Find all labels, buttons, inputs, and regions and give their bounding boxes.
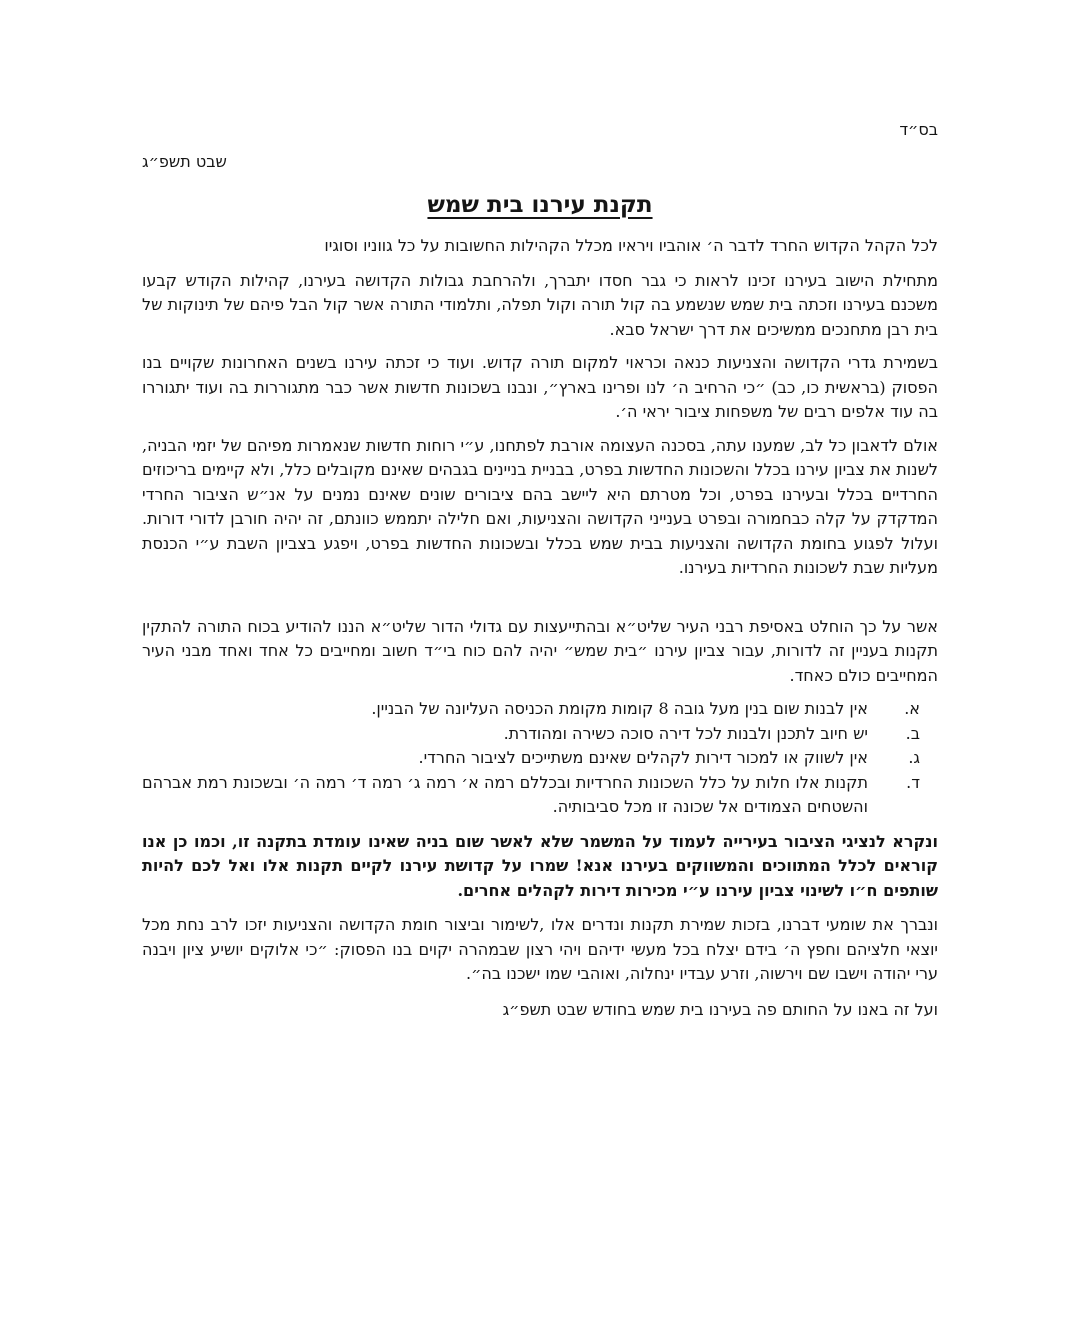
regulation-item bbox=[142, 697, 920, 722]
paragraph-history: מתחילת הישוב בעירנו זכינו לראות כי גבר חסדו יתברך, ולהרחבת גבולות הקדושה בעירנו, קהילות הקודש קבעו משכנם בעירנו וזכתה בית שמש שנשמע בה קול תורה וקול תפלה, ותלמודי התורה אשר קול הבל פיהם של תינוקות של בית רבן מתחנכים ממשיכים את דרך ישראל סבא. bbox=[142, 270, 938, 339]
regulation-item bbox=[142, 771, 920, 820]
regulation-marker: ב. bbox=[905, 723, 920, 743]
regulation-item bbox=[142, 722, 920, 747]
paragraph-blessing: ונברך את שומעי דברנו, בזכות שמירת תקנות ונדרים אלו ,לשימור וביצור חומת הקדושה והצניעות יזכו לרב נחת מכל יוצאי חלציהם וחפץ ה׳ בידם יצלח בכל מעשי ידיהם ויהי רצון שבמהרה יקוים בנו הפסוק: ״כי אלוקים יושיע ציון ויבנה ערי יהודה וישבו שם וירשוה, וזרע עבדיו ינחלוה, ואוהבי שמו ישכנו בה״. bbox=[142, 915, 939, 983]
document-date: שבט תשפ״ג bbox=[142, 151, 227, 171]
regulation-marker: ג. bbox=[908, 748, 920, 767]
regulation-text: תקנות אלו חלות על כלל השכונות החרדיות ובכללם רמה א׳ רמה ג׳ רמה ד׳ רמה ה׳ ובשכונת רמת אברהם והשטחים הצמודים אל שכונה זו מכל סביבותיה. bbox=[142, 772, 868, 816]
regulation-marker: א. bbox=[904, 699, 920, 718]
paragraph-decision: אשר על כך הוחלט באסיפת רבני העיר שליט״א ובהתייעצות עם גדולי הדור שליט״א הננו להודיע בכוח התורה להתקין תקנות בעניין זה לדורות, עבור צביון עירנו ״בית שמש״ יהיה להם כוח בי״ד חשוב ומחייבים כל אחד ואחד מבני העיר המחייבים כולם כאחד. bbox=[142, 616, 938, 685]
paragraph-growth: בשמירת גדרי הקדושה והצניעות כנאה וכראוי למקום תורה קדוש. ועוד כי זכתה עירנו בשנים האחרונות שקויים בנו הפסוק (בראשית כו, כב) ״כי הרחיב ה׳ לנו ופרינו בארץ״, ונבנו בשכונות חדשות אשר כבר מתגוררות בה ועוד יתגוררו בה עוד אלפים רבים של משפחות ציבור יראי ה׳. bbox=[142, 353, 938, 421]
document-title-text: תקנת עירנו בית שמש bbox=[427, 191, 653, 218]
salutation-line: לכל הקהל הקדוש החרד לדבר ה׳ אוהביו ויראיו מכלל הקהילות החשובות על כל גווניו וסוגיו bbox=[324, 236, 938, 255]
bsd-heading: בס״ד bbox=[899, 120, 938, 139]
regulation-text: יש חיוב לתכנן ולבנות לכל דירה סוכה כשירה ומהודרת. bbox=[503, 723, 868, 743]
paragraph-appeal-bold: ונקרא לנציגי הציבור בעירייה לעמוד על המשמר שלא לאשר שום בניה שאינו עומדת בתקנה זו, וכמו כן אנו קוראים לכלל המתווכים והמשווקים בעירנו אנא! שמרו על קדושת עירנו לקיים תקנות אלו ואל לכם להיות שותפים ח״ו לשינוי צביון עירנו ע״י מכירות דירות לקהלים אחרים. bbox=[142, 831, 938, 900]
regulations-list bbox=[142, 697, 938, 820]
regulation-item bbox=[142, 746, 920, 771]
regulation-marker: ד. bbox=[906, 772, 920, 792]
regulation-text: אין לשווק או למכור דירות לקהלים שאינם משתייכים לציבור החרדי. bbox=[418, 748, 868, 767]
paragraph-danger: אולם לדאבון כל לב, שמענו עתה, בסכנה העצומה אורבת לפתחנו, ע״י רוחות חדשות שנאמרות מפיהם של יזמי הבניה, לשנות את צביון עירנו בכלל והשכונות החדשות בפרט, בבניית בניינים בגבהים שאינם מקובלים כלל, ולא קיימים בריכוזים החרדיים בכלל ובעירנו בפרט, וכל מטרתם היא ליישב בהם ציבורים שונים שאינם נמנים על אנ״ש הציבור החרדי המדקדק על קלה כבחמורה ובפרט בענייני הקדושה והצניעות, ואם חלילה יתממש כוונתם, זה יהיה חורבן לדורי דורות. ועלול לפגוע בחומת הקדושה והצניעות בבית שמש בכלל ובשכונות החדשות בפרט, ויפגע בצביון השבת ע״י הכנסת מעליות שבת לשכונות החרדיות בעירנו. bbox=[142, 435, 938, 577]
closing-line: ועל זה באנו על החותם פה בעירנו בית שמש בחודש שבט תשפ״ג bbox=[502, 999, 938, 1019]
regulation-text: אין לבנות שום בנין מעל גובה 8 קומות מקומת הכניסה העליונה של הבניין. bbox=[371, 699, 868, 718]
document-title bbox=[142, 190, 938, 220]
